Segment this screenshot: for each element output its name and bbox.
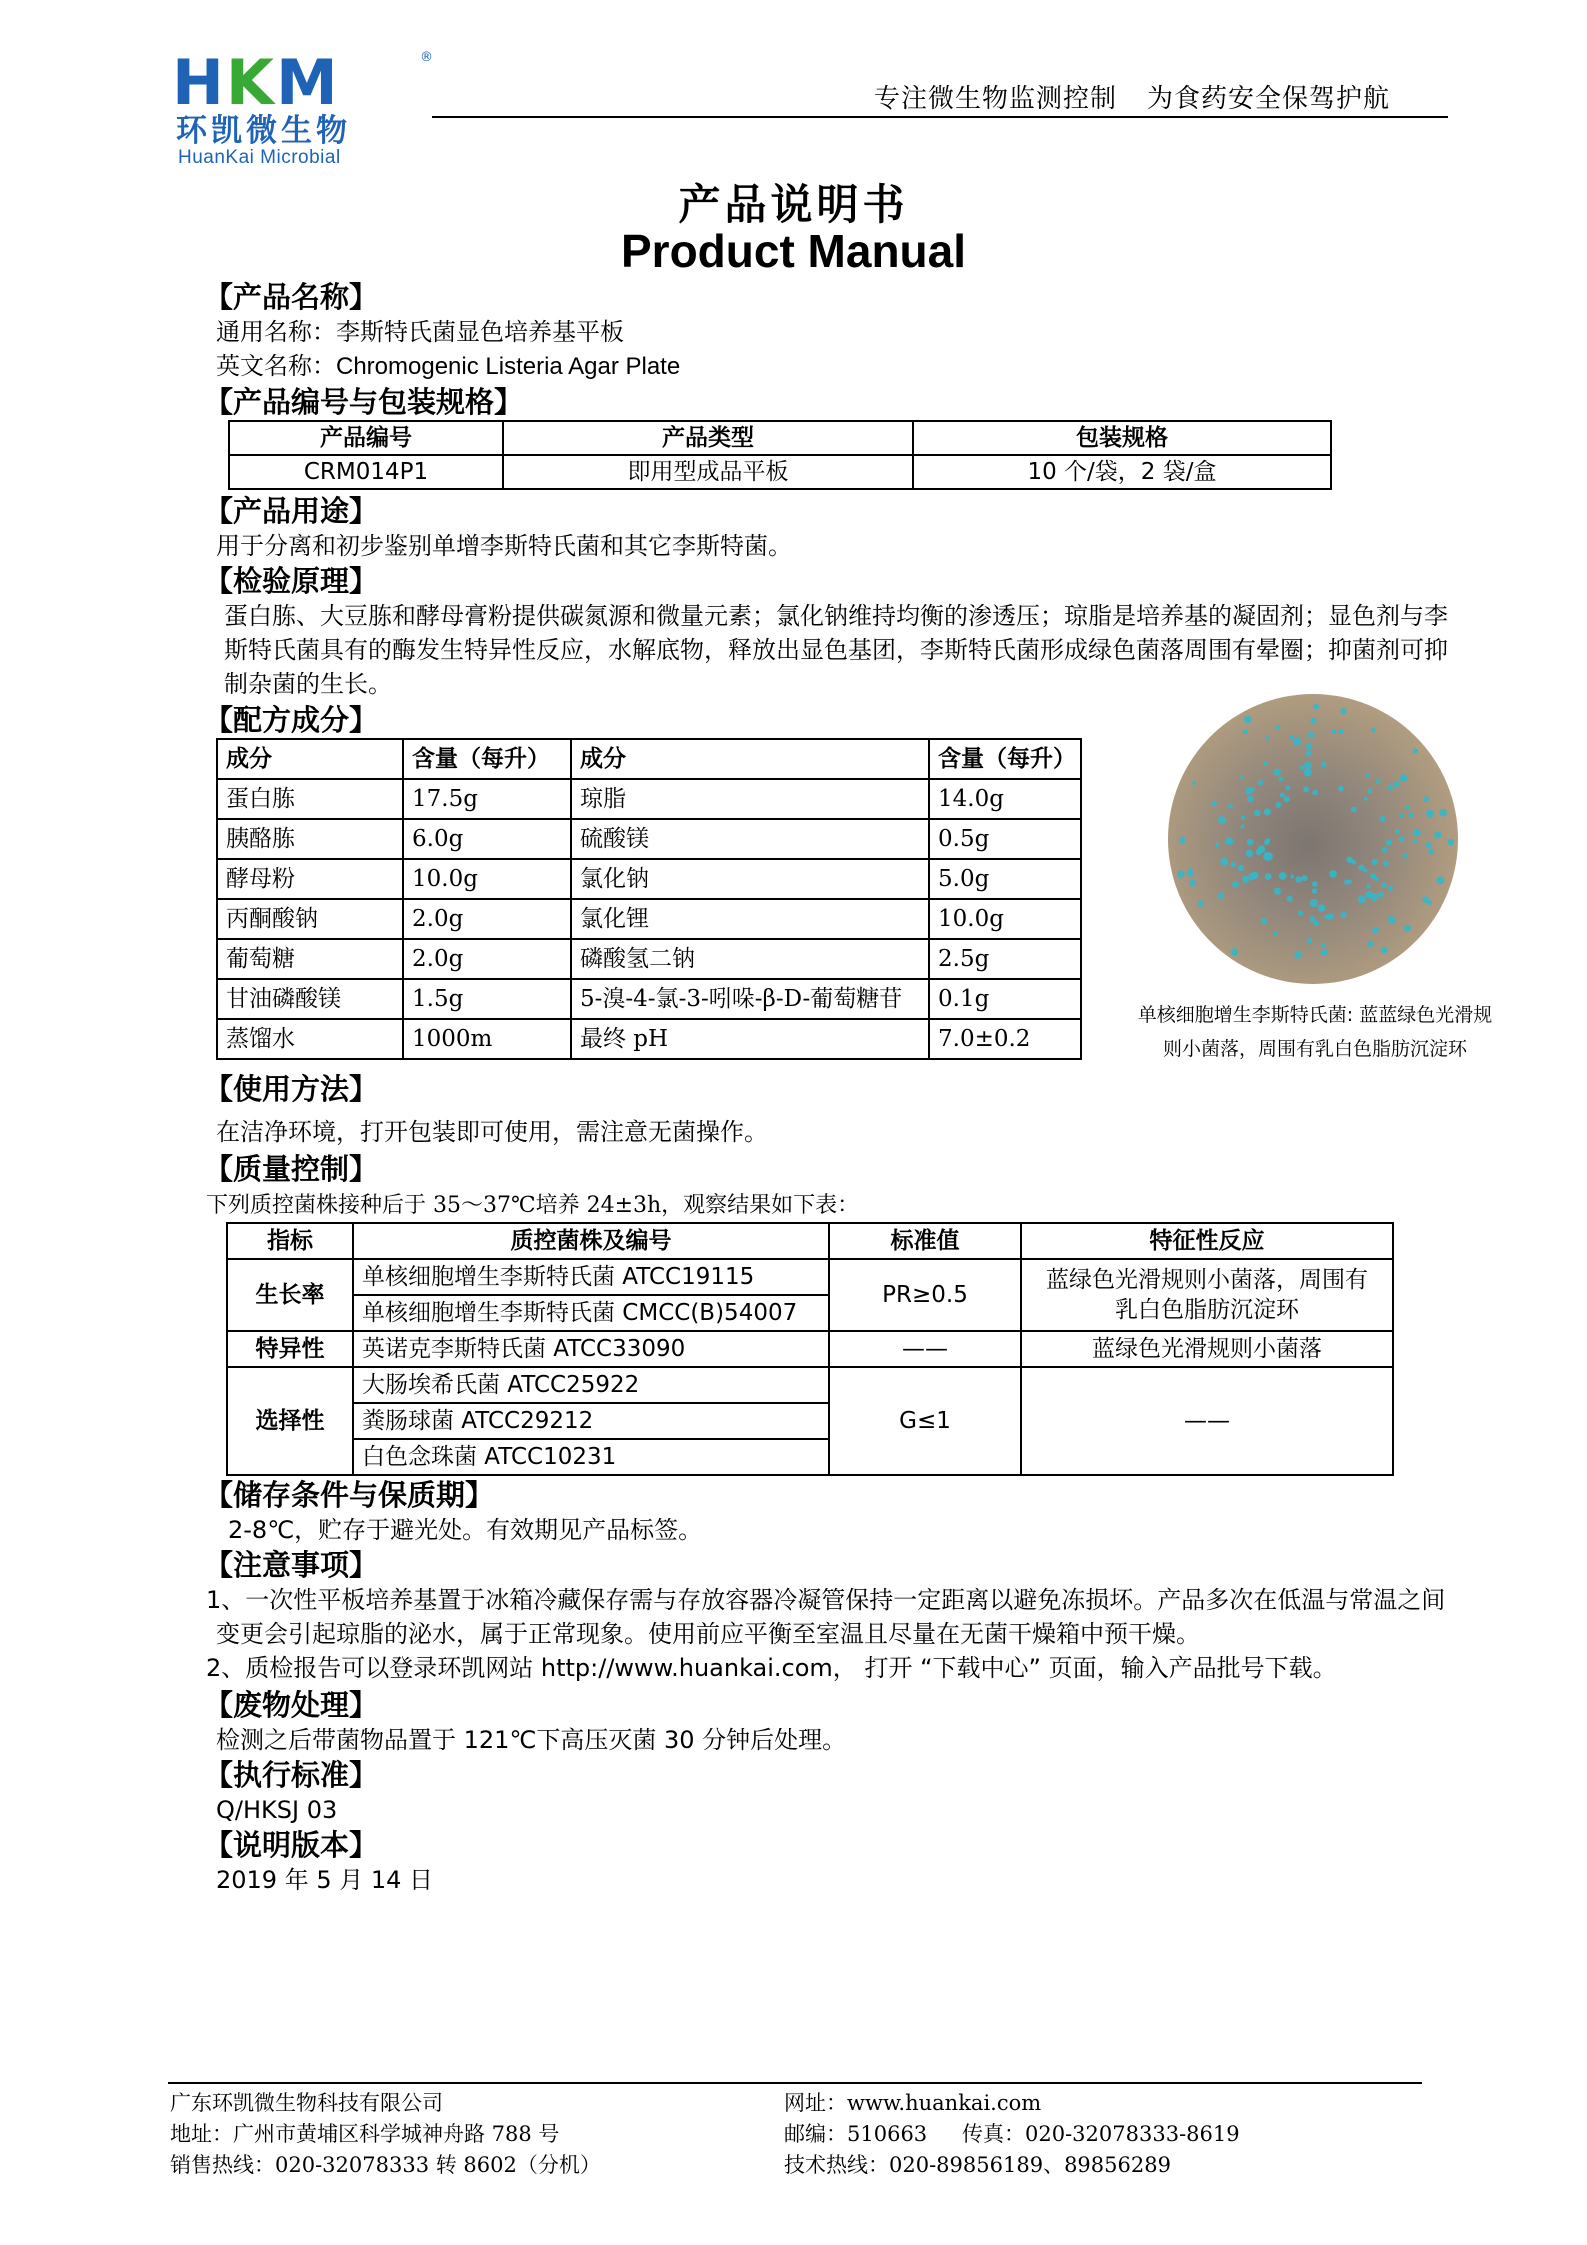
colony-dot xyxy=(1310,916,1316,922)
table-row: 甘油磷酸镁 1.5g 5-溴-4-氯-3-吲哚-β-D-葡萄糖苷 0.1g xyxy=(217,979,1081,1019)
colony-dot xyxy=(1264,808,1271,815)
colony-dot xyxy=(1242,876,1249,883)
colony-dot xyxy=(1304,768,1312,776)
colony-dot xyxy=(1413,839,1417,843)
usage-text: 用于分离和初步鉴别单增李斯特氏菌和其它李斯特菌。 xyxy=(216,532,792,560)
colony-dot xyxy=(1363,868,1368,873)
colony-dot xyxy=(1284,796,1290,802)
colony-dot xyxy=(1247,839,1254,846)
section-principle: 【检验原理】 xyxy=(204,564,379,598)
colony-dot xyxy=(1290,874,1294,878)
colony-dot xyxy=(1279,872,1287,880)
colony-dot xyxy=(1265,873,1272,880)
colony-dot xyxy=(1340,912,1346,918)
company-logo xyxy=(172,48,442,168)
colony-dot xyxy=(1274,931,1278,935)
colony-dot xyxy=(1197,900,1204,907)
footer-fax: 传真：020-32078333-8619 xyxy=(962,2122,1240,2146)
colony-dot xyxy=(1298,911,1303,916)
colony-dot xyxy=(1280,793,1285,798)
colony-dot xyxy=(1324,915,1328,919)
colony-dot xyxy=(1228,804,1233,809)
colony-dot xyxy=(1380,816,1386,822)
colony-dot xyxy=(1426,842,1432,848)
slogan: 专注微生物监测控制 为食药安全保驾护航 xyxy=(874,84,1391,114)
colony-dot xyxy=(1289,735,1294,740)
table-row: 白色念珠菌 ATCC10231 xyxy=(227,1439,1393,1475)
colony-dot xyxy=(1192,781,1196,785)
colony-dot xyxy=(1231,862,1236,867)
section-packaging: 【产品编号与包装规格】 xyxy=(204,385,524,419)
footer-divider xyxy=(168,2082,1422,2084)
colony-dot xyxy=(1383,861,1389,867)
page-title-cn: 产品说明书 xyxy=(678,180,909,229)
colony-dot xyxy=(1177,870,1185,878)
logo-chinese-name: 环凯微生物 xyxy=(176,113,351,149)
logo-letters: HKM xyxy=(172,46,340,119)
principle-line-1: 蛋白胨、大豆胨和酵母膏粉提供碳氮源和微量元素；氯化钠维持均衡的渗透压；琼脂是培养基的凝固剂；显色剂与李 xyxy=(224,602,1448,630)
table-row: 单核细胞增生李斯特氏菌 CMCC(B)54007 xyxy=(227,1295,1393,1331)
colony-dot xyxy=(1265,852,1273,860)
section-method: 【使用方法】 xyxy=(204,1072,379,1106)
colony-dot xyxy=(1240,775,1244,779)
colony-dot xyxy=(1247,796,1254,803)
colony-dot xyxy=(1351,807,1357,813)
section-version: 【说明版本】 xyxy=(204,1828,379,1862)
colony-dot xyxy=(1310,718,1316,724)
colony-dot xyxy=(1424,796,1430,802)
colony-dot xyxy=(1250,787,1254,791)
colony-dot xyxy=(1275,726,1279,730)
colony-dot xyxy=(1388,886,1393,891)
colony-dot xyxy=(1428,849,1434,855)
notes-line-3: 2、质检报告可以登录环凯网站 http://www.huankai.com， 打开 “下载中心” 页面，输入产品批号下载。 xyxy=(206,1654,1337,1682)
quality-intro: 下列质控菌株接种后于 35～37℃培养 24±3h，观察结果如下表： xyxy=(206,1193,860,1218)
colony-dot xyxy=(1403,853,1408,858)
colony-dots xyxy=(1168,694,1458,984)
colony-dot xyxy=(1399,836,1405,842)
colony-dot xyxy=(1371,859,1377,865)
colony-dot xyxy=(1427,900,1432,905)
colony-dot xyxy=(1381,882,1387,888)
colony-dot xyxy=(1256,849,1262,855)
colony-dot xyxy=(1261,918,1267,924)
principle-line-2: 斯特氏菌具有的酶发生特异性反应，水解底物，释放出显色基团，李斯特氏菌形成绿色菌落周围有晕圈；抑菌剂可抑 xyxy=(224,636,1448,664)
table-row: 酵母粉 10.0g 氯化钠 5.0g xyxy=(217,859,1081,899)
colony-dot xyxy=(1376,779,1381,784)
colony-dot xyxy=(1436,876,1444,884)
colony-dot xyxy=(1358,895,1366,903)
colony-dot xyxy=(1305,750,1311,756)
colony-dot xyxy=(1287,896,1293,902)
colony-dot xyxy=(1408,812,1413,817)
common-name: 通用名称：李斯特氏菌显色培养基平板 xyxy=(216,318,624,346)
colony-dot xyxy=(1232,881,1239,888)
standard-text: Q/HKSJ 03 xyxy=(216,1796,338,1824)
colony-dot xyxy=(1388,916,1396,924)
colony-dot xyxy=(1246,850,1253,857)
colony-dot xyxy=(1244,716,1252,724)
version-text: 2019 年 5 月 14 日 xyxy=(216,1866,434,1894)
colony-dot xyxy=(1241,815,1246,820)
colony-dot xyxy=(1329,870,1337,878)
method-text: 在洁净环境，打开包装即可使用，需注意无菌操作。 xyxy=(216,1118,768,1146)
colony-dot xyxy=(1312,889,1317,894)
colony-dot xyxy=(1366,884,1370,888)
footer-postcode: 邮编：510663 xyxy=(784,2122,928,2146)
colony-dot xyxy=(1302,875,1308,881)
colony-dot xyxy=(1238,865,1244,871)
colony-dot xyxy=(1188,868,1192,872)
colony-dot xyxy=(1307,938,1313,944)
table-row: 特异性 英诺克李斯特氏菌 ATCC33090 —— 蓝绿色光滑规则小菌落 xyxy=(227,1331,1393,1367)
colony-dot xyxy=(1304,761,1312,769)
section-product-name: 【产品名称】 xyxy=(204,280,379,314)
colony-dot xyxy=(1293,737,1301,745)
colony-dot xyxy=(1366,891,1374,899)
colony-dot xyxy=(1351,860,1356,865)
colony-dot xyxy=(1323,950,1328,955)
colony-dot xyxy=(1404,925,1411,932)
colony-dot xyxy=(1258,780,1263,785)
colony-dot xyxy=(1382,847,1388,853)
colony-dot xyxy=(1394,781,1400,787)
table-row: 葡萄糖 2.0g 磷酸氢二钠 2.5g xyxy=(217,939,1081,979)
colony-dot xyxy=(1447,839,1454,846)
footer-website: 网址：www.huankai.com xyxy=(784,2091,1042,2115)
colony-dot xyxy=(1400,774,1408,782)
colony-dot xyxy=(1338,729,1343,734)
footer-address: 地址：广州市黄埔区科学城神舟路 788 号 xyxy=(170,2122,560,2146)
english-name: 英文名称：Chromogenic Listeria Agar Plate xyxy=(216,352,681,380)
colony-dot xyxy=(1321,762,1327,768)
section-notes: 【注意事项】 xyxy=(204,1548,379,1582)
table-row: 选择性 大肠埃希氏菌 ATCC25922 G≤1 —— xyxy=(227,1367,1393,1403)
storage-text: 2-8℃，贮存于避光处。有效期见产品标签。 xyxy=(228,1516,703,1544)
colony-dot xyxy=(1405,805,1410,810)
colony-dot xyxy=(1386,839,1393,846)
colony-dot xyxy=(1306,743,1312,749)
colony-dot xyxy=(1231,948,1239,956)
colony-dot xyxy=(1340,708,1346,714)
colony-dot xyxy=(1381,947,1388,954)
colony-dot xyxy=(1331,729,1336,734)
colony-dot xyxy=(1320,906,1326,912)
colony-dot xyxy=(1308,732,1314,738)
photo-caption: 单核细胞增生李斯特氏菌: 蓝蓝绿色光滑规 则小菌落，周围有乳白色脂肪沉淀环 xyxy=(1137,1004,1493,1060)
footer-tech-hotline: 技术热线：020-89856189、89856289 xyxy=(784,2153,1171,2177)
notes-line-1: 1、一次性平板培养基置于冰箱冷藏保存需与存放容器冷凝管保持一定距离以避免冻损坏。产品多次在低温与常温之间 xyxy=(206,1586,1446,1614)
table-row: 胰酪胨 6.0g 硫酸镁 0.5g xyxy=(217,819,1081,859)
colony-dot xyxy=(1338,786,1344,792)
section-standard: 【执行标准】 xyxy=(204,1758,379,1792)
page-title-en: Product Manual xyxy=(620,225,967,277)
colony-dot xyxy=(1364,797,1368,801)
colony-dot xyxy=(1310,899,1318,907)
quality-table: 指标 质控菌株及编号 标准值 特征性反应 生长率 单核细胞增生李斯特氏菌 ATCC19115 PR≥0.5 蓝绿色光滑规则小菌落，周围有 乳白色脂肪沉淀环 单核细胞增生李斯特氏菌 CMCC(B)54007 特异性 英诺克李斯特氏菌 ATCC33090 —— 蓝绿色光滑规则小菌落 选择性 大肠埃希氏菌 ATCC25922 G≤1 —— 粪肠球菌 ATCC29212 白色念珠菌 ATCC10231 xyxy=(226,1222,1394,1476)
table-row: 丙酮酸钠 2.0g 氯化锂 10.0g xyxy=(217,899,1081,939)
colony-dot xyxy=(1215,843,1220,848)
registered-mark: ® xyxy=(420,50,433,65)
colony-dot xyxy=(1264,840,1270,846)
principle-line-3: 制杂菌的生长。 xyxy=(224,670,392,698)
colony-dot xyxy=(1274,888,1281,895)
colony-dot xyxy=(1189,880,1196,887)
table-row: 粪肠球菌 ATCC29212 xyxy=(227,1403,1393,1439)
notes-line-2: 变更会引起琼脂的泌水，属于正常现象。使用前应平衡至室温且尽量在无菌干燥箱中预干燥。 xyxy=(216,1620,1200,1648)
colony-dot xyxy=(1218,816,1226,824)
colony-dot xyxy=(1303,786,1309,792)
colony-dot xyxy=(1426,810,1434,818)
colony-dot xyxy=(1294,951,1302,959)
petri-dish-photo xyxy=(1168,694,1458,984)
section-disposal: 【废物处理】 xyxy=(204,1688,379,1722)
colony-dot xyxy=(1295,876,1302,883)
table-row: 生长率 单核细胞增生李斯特氏菌 ATCC19115 PR≥0.5 蓝绿色光滑规则小菌落，周围有 乳白色脂肪沉淀环 xyxy=(227,1259,1393,1295)
colony-dot xyxy=(1434,831,1441,838)
colony-dot xyxy=(1371,728,1376,733)
disposal-text: 检测之后带菌物品置于 121℃下高压灭菌 30 分钟后处理。 xyxy=(216,1726,847,1754)
colony-dot xyxy=(1218,892,1225,899)
formula-table: 成分 含量（每升） 成分 含量（每升） 蛋白胨 17.5g 琼脂 14.0g 胰酪胨 6.0g 硫酸镁 0.5g 酵母粉 10.0g 氯化钠 5.0g 丙酮酸钠 2.0g 氯化锂 10.0g 葡萄糖 2.0g 磷酸氢二钠 2.5g 甘油磷酸镁 1.5g 5-溴-4-氯-3-吲哚-β-D-葡萄糖苷 0.1g 蒸馏水 1000m 最终 pH 7.0±0.2 xyxy=(216,738,1082,1060)
colony-dot xyxy=(1312,790,1318,796)
colony-dot xyxy=(1387,784,1393,790)
colony-dot xyxy=(1416,830,1421,835)
colony-dot xyxy=(1254,810,1261,817)
table-row: 蒸馏水 1000m 最终 pH 7.0±0.2 xyxy=(217,1019,1081,1059)
colony-dot xyxy=(1211,801,1217,807)
section-storage: 【储存条件与保质期】 xyxy=(204,1478,495,1512)
colony-dot xyxy=(1220,858,1228,866)
footer-company: 广东环凯微生物科技有限公司 xyxy=(170,2091,443,2115)
colony-dot xyxy=(1226,837,1232,843)
colony-dot xyxy=(1264,761,1268,765)
section-formula: 【配方成分】 xyxy=(204,703,379,737)
colony-dot xyxy=(1399,814,1403,818)
section-usage: 【产品用途】 xyxy=(204,494,379,528)
footer-hotline: 销售热线：020-32078333 转 8602（分机） xyxy=(170,2153,601,2177)
colony-dot xyxy=(1378,892,1384,898)
colony-dot xyxy=(1367,788,1372,793)
table-row: 蛋白胨 17.5g 琼脂 14.0g xyxy=(217,779,1081,819)
colony-dot xyxy=(1367,941,1374,948)
packaging-table: 产品编号 产品类型 包装规格 CRM014P1 即用型成品平板 10 个/袋，2 袋/盒 xyxy=(228,420,1332,490)
colony-dot xyxy=(1439,809,1447,817)
colony-dot xyxy=(1300,766,1304,770)
colony-dot xyxy=(1179,837,1186,844)
colony-dot xyxy=(1395,829,1400,834)
colony-dot xyxy=(1274,769,1281,776)
colony-dot xyxy=(1285,786,1290,791)
colony-dot xyxy=(1243,729,1248,734)
colony-dot xyxy=(1248,872,1256,880)
logo-english-name: HuanKai Microbial xyxy=(178,147,341,168)
colony-dot xyxy=(1321,943,1326,948)
colony-dot xyxy=(1279,777,1284,782)
colony-dot xyxy=(1375,877,1379,881)
colony-dot xyxy=(1312,881,1318,887)
product-type: 即用型成品平板 xyxy=(503,455,913,489)
header-divider xyxy=(432,116,1448,118)
colony-dot xyxy=(1313,704,1319,710)
colony-dot xyxy=(1241,825,1245,829)
colony-dot xyxy=(1366,773,1370,777)
section-quality: 【质量控制】 xyxy=(204,1152,379,1186)
package-spec: 10 个/袋，2 袋/盒 xyxy=(913,455,1331,489)
colony-dot xyxy=(1344,879,1349,884)
colony-dot xyxy=(1372,927,1379,934)
product-code: CRM014P1 xyxy=(229,455,503,489)
colony-dot xyxy=(1265,736,1269,740)
colony-dot xyxy=(1276,802,1282,808)
colony-dot xyxy=(1412,748,1418,754)
